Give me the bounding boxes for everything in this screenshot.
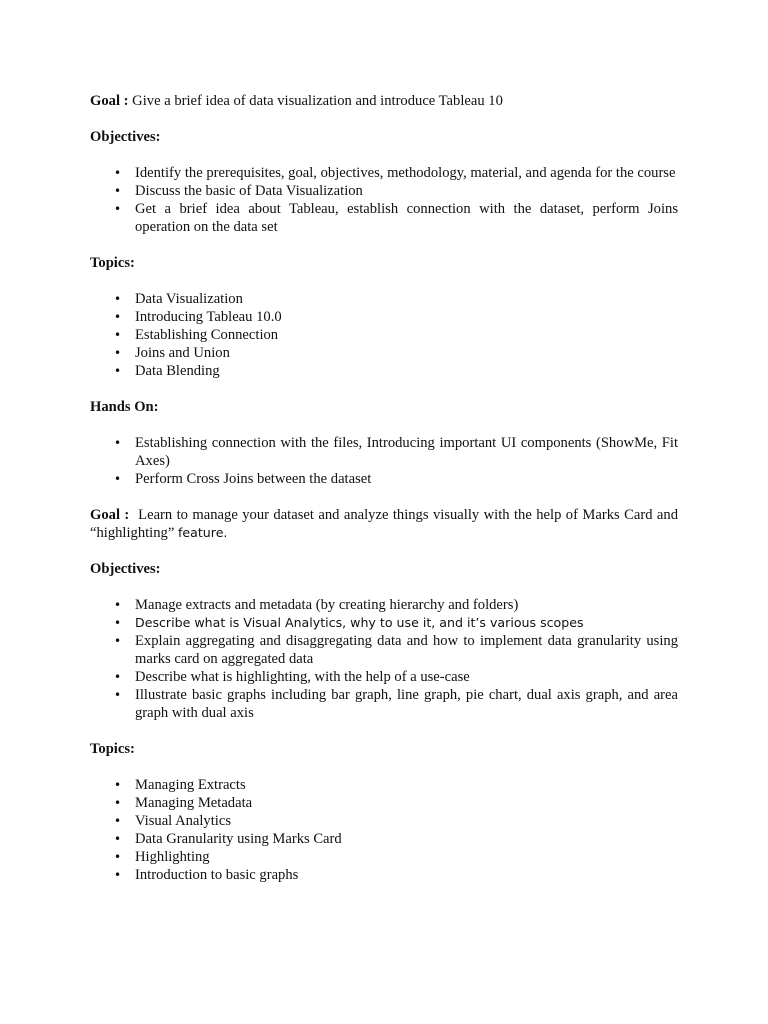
list-item-text: Identify the prerequisites, goal, objectives, methodology, material, and agenda for the course (135, 165, 676, 181)
list-item-text: Joins and Union (135, 345, 230, 361)
list-item-text: Data Granularity using Marks Card (135, 831, 342, 847)
list-item-text: Data Blending (135, 363, 220, 379)
list-item (90, 434, 678, 470)
list-item-text: Establishing connection with the files, Introducing important UI components (ShowMe, Fit Axes) (135, 435, 678, 469)
bullet-icon: • (114, 436, 122, 450)
bullet-icon: • (114, 868, 122, 882)
list-item (90, 290, 678, 308)
list-item (90, 632, 678, 668)
topics-heading: Topics: (90, 255, 135, 271)
bullet-icon: • (114, 472, 122, 486)
bullet-icon: • (114, 850, 122, 864)
hands-on-list (90, 434, 678, 488)
list-item-text: Discuss the basic of Data Visualization (135, 183, 363, 199)
bullet-icon: • (114, 346, 122, 360)
list-item (90, 686, 678, 722)
topics-list (90, 290, 678, 380)
list-item (90, 164, 678, 182)
list-item (90, 362, 678, 380)
hands-on-heading: Hands On: (90, 399, 159, 415)
bullet-icon: • (114, 832, 122, 846)
bullet-icon: • (114, 202, 122, 216)
bullet-icon: • (114, 814, 122, 828)
bullet-icon: • (114, 364, 122, 378)
document-content (90, 92, 678, 902)
list-item-text: Describe what is Visual Analytics, why to use it, and it’s various scopes (135, 615, 584, 630)
list-item-text: Explain aggregating and disaggregating data and how to implement data granularity using marks card on aggregated data (135, 633, 678, 667)
list-item-text: Managing Extracts (135, 777, 246, 793)
list-item (90, 470, 678, 488)
bullet-icon: • (114, 310, 122, 324)
list-item-text: Visual Analytics (135, 813, 231, 829)
bullet-icon: • (114, 616, 122, 630)
list-item (90, 326, 678, 344)
list-item-text: Introducing Tableau 10.0 (135, 309, 282, 325)
list-item (90, 200, 678, 236)
list-item (90, 308, 678, 326)
goal-label: Goal : (90, 93, 129, 109)
list-item-text: Introduction to basic graphs (135, 867, 299, 883)
objectives-heading: Objectives: (90, 561, 161, 577)
bullet-icon: • (114, 292, 122, 306)
objectives-list (90, 596, 678, 722)
list-item (90, 794, 678, 812)
list-item (90, 182, 678, 200)
objectives-heading: Objectives: (90, 129, 161, 145)
list-item-text: Illustrate basic graphs including bar graph, line graph, pie chart, dual axis graph, and area graph with dual axis (135, 687, 678, 721)
list-item-text: Highlighting (135, 849, 210, 865)
list-item (90, 596, 678, 614)
list-item (90, 776, 678, 794)
list-item-text: Establishing Connection (135, 327, 279, 343)
list-item (90, 344, 678, 362)
topics-list (90, 776, 678, 884)
list-item-text: Describe what is highlighting, with the help of a use-case (135, 669, 470, 685)
bullet-icon: • (114, 328, 122, 342)
list-item-text: Data Visualization (135, 291, 243, 307)
list-item (90, 668, 678, 686)
list-item (90, 812, 678, 830)
list-item-text: Perform Cross Joins between the dataset (135, 471, 372, 487)
list-item (90, 866, 678, 884)
bullet-icon: • (114, 634, 122, 648)
list-item (90, 830, 678, 848)
goal-1 (90, 92, 678, 110)
objectives-list (90, 164, 678, 236)
list-item-text: Managing Metadata (135, 795, 253, 811)
bullet-icon: • (114, 796, 122, 810)
list-item (90, 614, 678, 632)
bullet-icon: • (114, 688, 122, 702)
list-item (90, 848, 678, 866)
topics-heading: Topics: (90, 741, 135, 757)
list-item-text: Get a brief idea about Tableau, establish connection with the dataset, perform Joins operation on the data set (135, 201, 678, 235)
goal-text-tail: feature. (177, 525, 228, 540)
bullet-icon: • (114, 598, 122, 612)
goal-label: Goal : (90, 507, 130, 523)
bullet-icon: • (114, 670, 122, 684)
bullet-icon: • (114, 778, 122, 792)
goal-text: Learn to manage your dataset and analyze things visually with the help of Marks Card and “highlighting” (90, 507, 678, 541)
list-item-text: Manage extracts and metadata (by creating hierarchy and folders) (135, 597, 519, 613)
goal-2 (90, 506, 678, 542)
bullet-icon: • (114, 166, 122, 180)
goal-text: Give a brief idea of data visualization and introduce Tableau 10 (132, 93, 503, 109)
bullet-icon: • (114, 184, 122, 198)
